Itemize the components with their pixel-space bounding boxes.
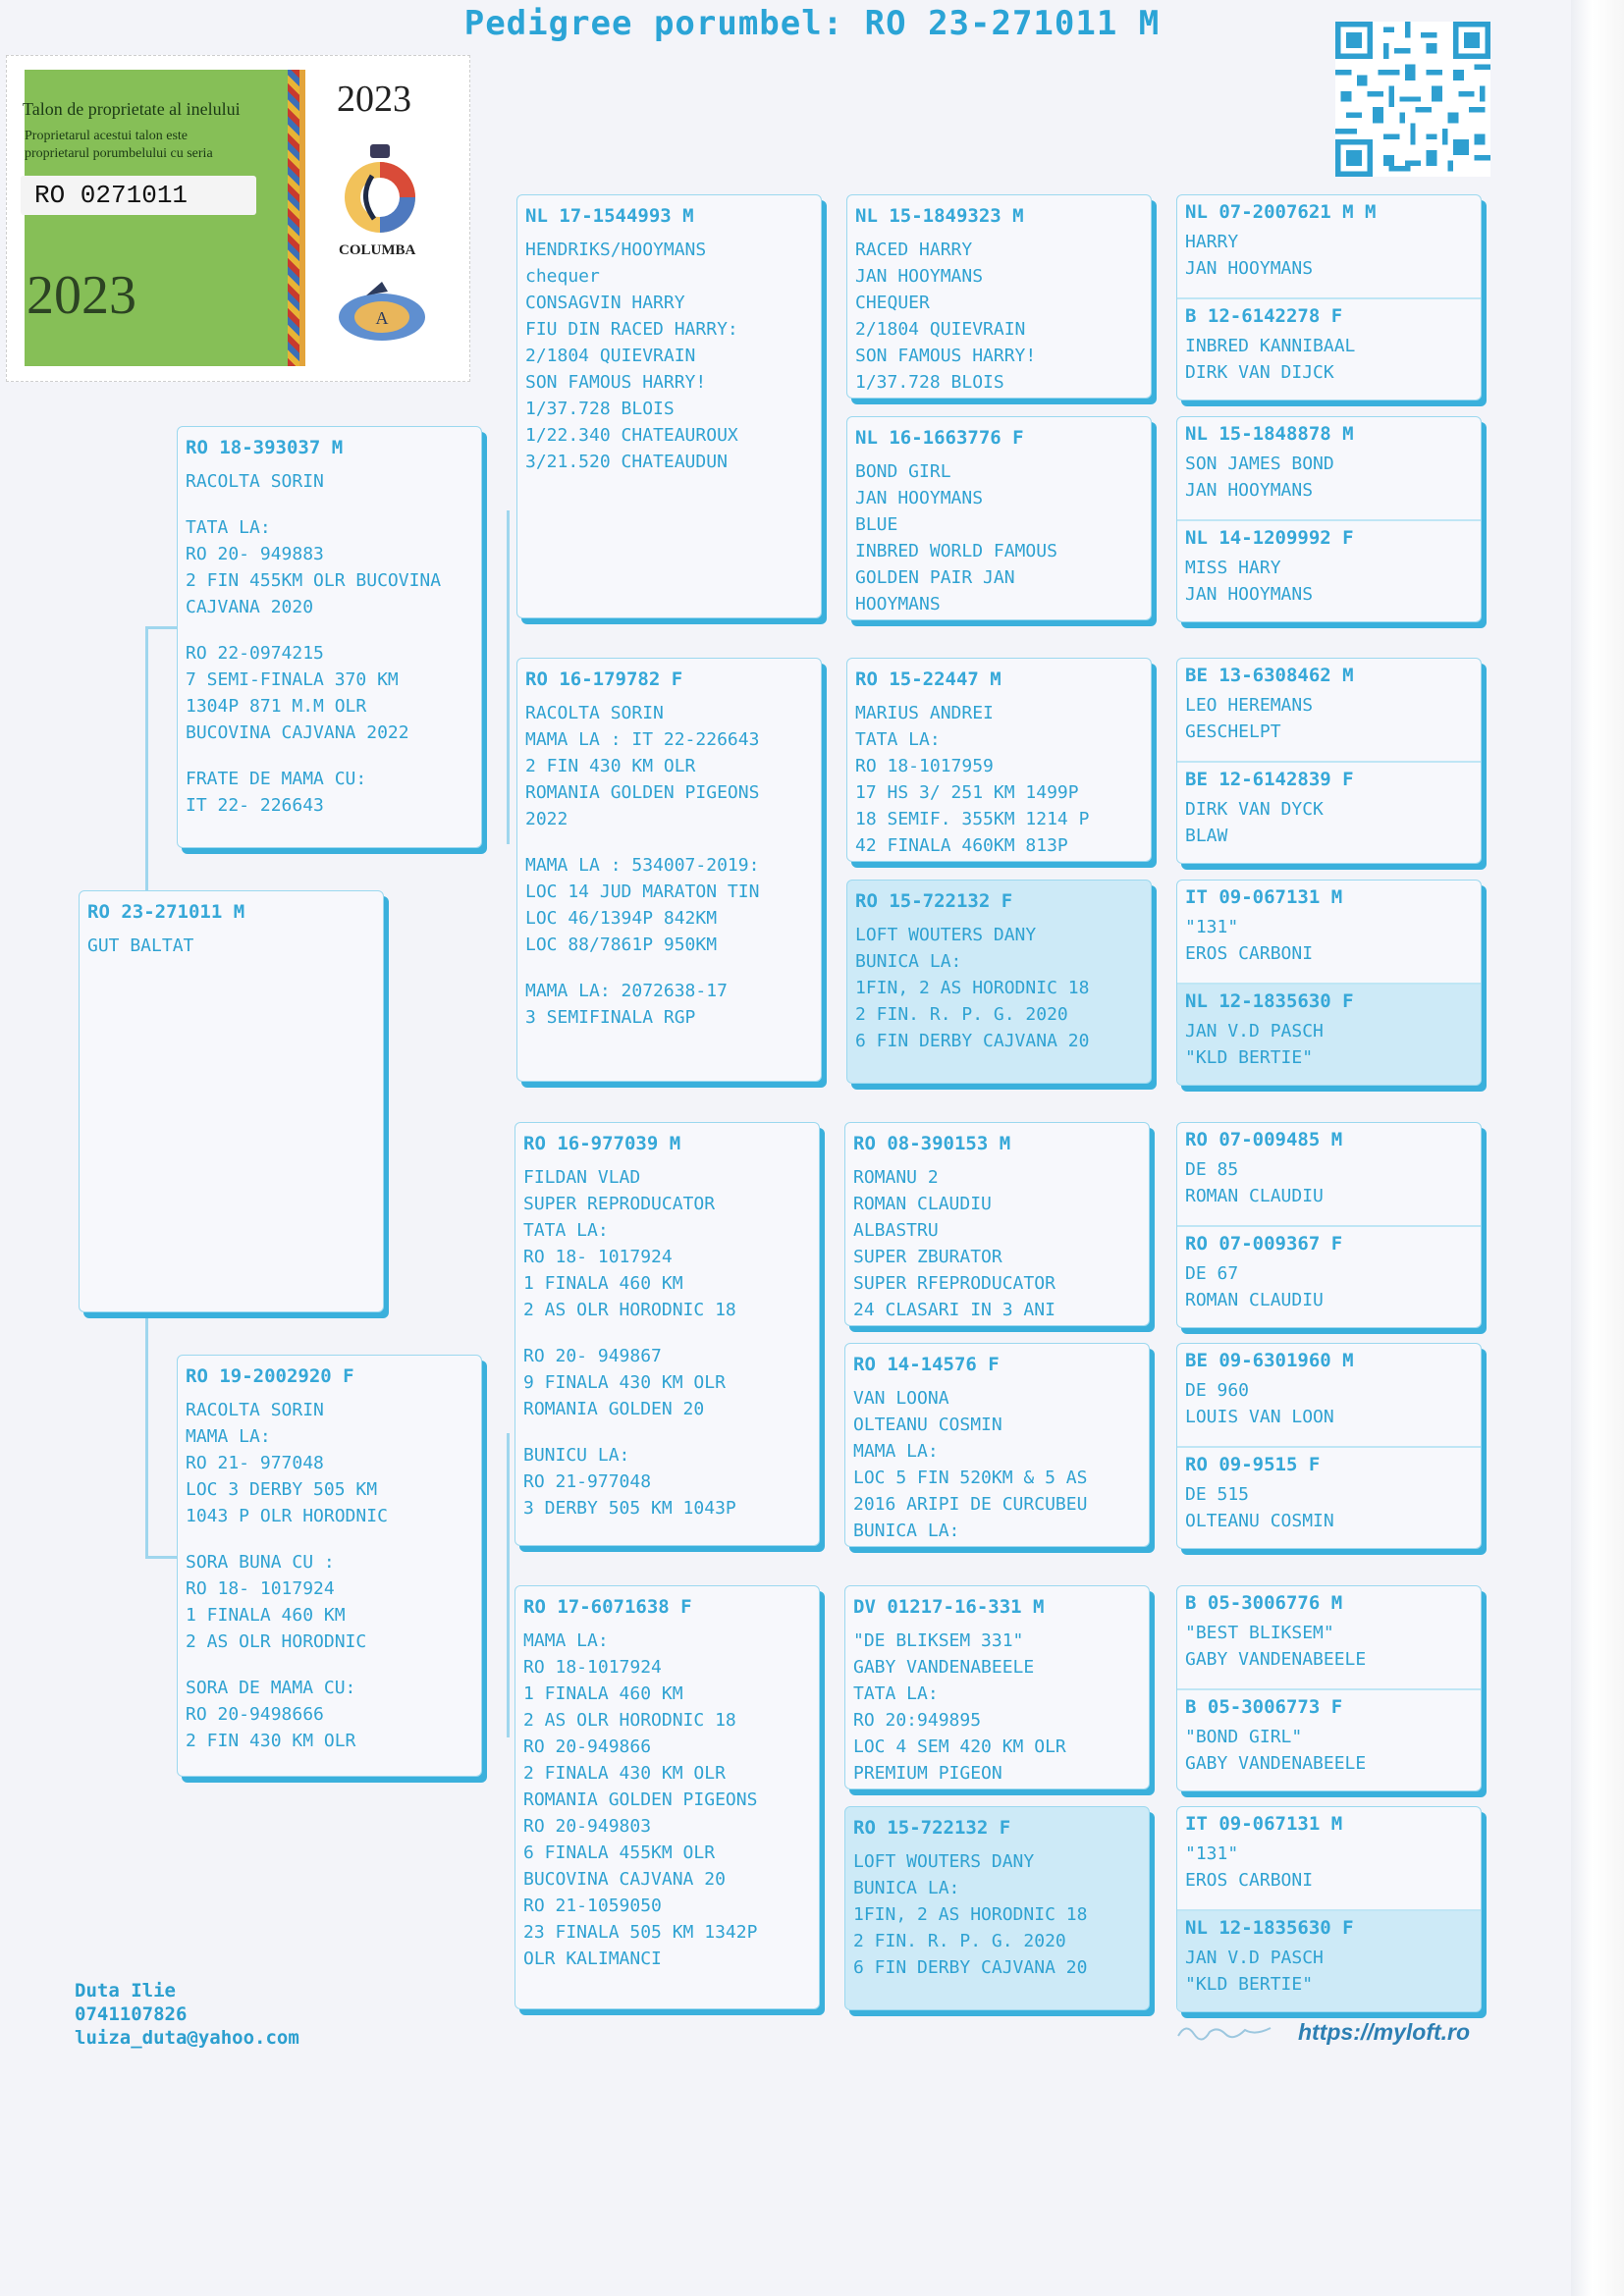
gen3-card-4 <box>846 880 1152 1084</box>
gen4-lines-2 <box>1185 333 1473 386</box>
gen4-ring-3: NL 15-1848878 M <box>1185 423 1354 445</box>
pedigree-line: JAN HOOYMANS <box>855 488 984 508</box>
connector-dam-h <box>145 1556 179 1559</box>
columba-logo-icon <box>331 136 429 242</box>
federation-emblem-icon <box>337 282 427 343</box>
gen4-pair-4 <box>1176 880 1482 1086</box>
pedigree-line: RO 20:949895 <box>853 1710 982 1731</box>
dam-card <box>177 1355 482 1777</box>
pedigree-line: 2 AS OLR HORODNIC <box>186 1631 367 1652</box>
pedigree-line: DE 515 <box>1185 1484 1250 1505</box>
pedigree-line: EROS CARBONI <box>1185 943 1314 964</box>
pedigree-line: TATA LA: <box>853 1683 939 1704</box>
page-edge <box>1571 0 1624 2296</box>
gen4-lines-14 <box>1185 1724 1473 1777</box>
pedigree-line: CHEQUER <box>855 293 930 313</box>
pedigree-line: 3/21.520 CHATEAUDUN <box>525 452 728 472</box>
pedigree-line: RO 20-949866 <box>523 1736 652 1757</box>
pedigree-line: ROMAN CLAUDIU <box>1185 1290 1324 1310</box>
gen4-cell-15 <box>1177 1807 1481 1909</box>
gen4-cell-6 <box>1177 761 1481 863</box>
pedigree-line: FRATE DE MAMA CU: <box>186 769 367 789</box>
connector-sire-h <box>145 626 179 629</box>
stamp-heading: Talon de proprietate al inelului <box>23 99 241 119</box>
signature-icon <box>1176 2020 1274 2042</box>
pedigree-line: MAMA LA : IT 22-226643 <box>525 729 760 750</box>
pedigree-line: JAN HOOYMANS <box>1185 258 1314 279</box>
gen4-pair-7 <box>1176 1585 1482 1791</box>
stamp-year-large: 2023 <box>27 265 136 326</box>
pedigree-line: RO 20-9498666 <box>186 1704 324 1725</box>
pedigree-line: 1FIN, 2 AS HORODNIC 18 <box>855 978 1090 998</box>
gen3-lines-4 <box>855 922 1143 1054</box>
pedigree-line: "131" <box>1185 917 1239 937</box>
pedigree-line: 1/37.728 BLOIS <box>855 372 1004 393</box>
connector-dam <box>145 1315 148 1559</box>
pedigree-line: BUNICU LA: <box>523 1445 630 1466</box>
pedigree-line: 23 FINALA 505 KM 1342P <box>523 1922 758 1943</box>
pedigree-line: 2016 ARIPI DE CURCUBEU <box>853 1494 1088 1515</box>
pedigree-line <box>186 1655 473 1675</box>
pedigree-line: RO 18- 1017924 <box>186 1578 335 1599</box>
gen4-cell-11 <box>1177 1344 1481 1446</box>
pedigree-line: 1043 P OLR HORODNIC <box>186 1506 388 1526</box>
breeder-contact <box>75 1979 299 2050</box>
sire-ring: RO 18-393037 M <box>186 437 344 458</box>
gen4-pair-3 <box>1176 658 1482 864</box>
pedigree-line: "131" <box>1185 1843 1239 1864</box>
pedigree-line: RO 21-977048 <box>523 1471 652 1492</box>
pedigree-line: RACOLTA SORIN <box>525 703 664 723</box>
pedigree-line: LOC 4 SEM 420 KM OLR <box>853 1736 1066 1757</box>
pedigree-line: MISS HARY <box>1185 558 1281 578</box>
pedigree-line: GABY VANDENABEELE <box>1185 1649 1367 1670</box>
gen3-ring-5: RO 08-390153 M <box>853 1133 1011 1154</box>
svg-text:A: A <box>375 308 389 328</box>
pedigree-line: LOC 5 FIN 520KM & 5 AS <box>853 1468 1088 1488</box>
breeder-phone: 0741107826 <box>75 2003 188 2025</box>
pedigree-line: 24 CLASARI IN 3 ANI <box>853 1300 1056 1320</box>
gen4-cell-1 <box>1177 195 1481 297</box>
pedigree-line: LOUIS VAN LOON <box>1185 1407 1334 1427</box>
gen4-lines-1 <box>1185 229 1473 282</box>
gen2-lines-3 <box>523 1164 811 1522</box>
gen4-cell-12 <box>1177 1446 1481 1548</box>
gen4-cell-8 <box>1177 983 1481 1085</box>
sire-lines <box>186 468 473 819</box>
pedigree-line: INBRED KANNIBAAL <box>1185 336 1356 356</box>
pedigree-line: IT 22- 226643 <box>186 795 324 816</box>
pedigree-line <box>525 958 813 978</box>
gen4-pair-2 <box>1176 416 1482 622</box>
pedigree-line: TATA LA: <box>186 517 271 538</box>
gen4-ring-6: BE 12-6142839 F <box>1185 769 1354 790</box>
gen2-card-1 <box>516 194 822 618</box>
gen2-ring-1: NL 17-1544993 M <box>525 205 694 227</box>
pedigree-line: ALBASTRU <box>853 1220 939 1241</box>
gen2-ring-4: RO 17-6071638 F <box>523 1596 692 1618</box>
pedigree-line: 1 FINALA 460 KM <box>523 1273 683 1294</box>
pedigree-line: OLR KALIMANCI <box>523 1949 662 1969</box>
gen3-card-5 <box>844 1122 1150 1326</box>
pedigree-line <box>523 1422 811 1442</box>
pedigree-line: "DE BLIKSEM 331" <box>853 1630 1024 1651</box>
gen4-cell-3 <box>1177 417 1481 519</box>
breeder-email[interactable]: luiza_duta@yahoo.com <box>75 2027 299 2049</box>
gen4-lines-9 <box>1185 1156 1473 1209</box>
gen4-lines-5 <box>1185 692 1473 745</box>
gen4-ring-13: B 05-3006776 M <box>1185 1592 1343 1614</box>
gen2-card-3 <box>514 1122 820 1546</box>
pedigree-line: BUNICA LA: <box>853 1521 960 1541</box>
pedigree-line: SON JAMES BOND <box>1185 454 1334 474</box>
dam-ring: RO 19-2002920 F <box>186 1365 354 1387</box>
pedigree-line: 2 FIN 430 KM OLR <box>525 756 696 776</box>
gen2-lines-2 <box>525 700 813 1031</box>
gen4-lines-15 <box>1185 1841 1473 1894</box>
pedigree-line: ROMANIA GOLDEN 20 <box>523 1399 705 1419</box>
pedigree-line: MAMA LA: <box>853 1441 939 1462</box>
pedigree-line: BUNICA LA: <box>853 1878 960 1898</box>
ownership-stamp <box>6 55 470 382</box>
pedigree-line: HENDRIKS/HOOYMANS <box>525 240 707 260</box>
gen3-lines-6 <box>853 1385 1141 1544</box>
pedigree-line: CONSAGVIN HARRY <box>525 293 685 313</box>
pedigree-line: SON FAMOUS HARRY! <box>525 372 707 393</box>
gen3-ring-8: RO 15-722132 F <box>853 1817 1011 1839</box>
pedigree-line: ROMAN CLAUDIU <box>1185 1186 1324 1206</box>
pedigree-line: 2 AS OLR HORODNIC 18 <box>523 1710 736 1731</box>
pedigree-line: PREMIUM PIGEON <box>853 1763 1002 1784</box>
pedigree-line: MAMA LA: <box>186 1426 271 1447</box>
stamp-line-2: proprietarul porumbelului cu seria <box>25 146 213 161</box>
gen4-lines-12 <box>1185 1481 1473 1534</box>
gen4-lines-8 <box>1185 1018 1473 1071</box>
gen4-cell-14 <box>1177 1688 1481 1790</box>
pedigree-line: RO 20- 949867 <box>523 1346 662 1366</box>
pedigree-line: GUT BALTAT <box>87 935 194 956</box>
pedigree-line <box>523 1323 811 1343</box>
gen4-cell-13 <box>1177 1586 1481 1688</box>
pedigree-line: RACOLTA SORIN <box>186 471 324 492</box>
gen4-ring-2: B 12-6142278 F <box>1185 305 1343 327</box>
pedigree-line: 2 FIN 455KM OLR BUCOVINA <box>186 570 442 591</box>
gen3-lines-7 <box>853 1628 1141 1787</box>
pedigree-line: EROS CARBONI <box>1185 1870 1314 1891</box>
gen4-pair-5 <box>1176 1122 1482 1328</box>
pedigree-line: 1/37.728 BLOIS <box>525 399 675 419</box>
gen3-lines-5 <box>853 1164 1141 1323</box>
pedigree-line: ROMANU 2 <box>853 1167 939 1188</box>
stamp-brand: COLUMBA <box>339 242 416 258</box>
pedigree-line: TATA LA: <box>523 1220 609 1241</box>
gen2-ring-2: RO 16-179782 F <box>525 668 683 690</box>
pedigree-line: VAN LOONA <box>853 1388 949 1409</box>
gen4-ring-10: RO 07-009367 F <box>1185 1233 1343 1255</box>
pedigree-line: MAMA LA : 534007-2019: <box>525 855 760 876</box>
pedigree-line: 17 HS 3/ 251 KM 1499P <box>855 782 1079 803</box>
pedigree-line: BLUE <box>855 514 898 535</box>
gen3-ring-4: RO 15-722132 F <box>855 890 1013 912</box>
gen3-ring-2: NL 16-1663776 F <box>855 427 1024 449</box>
pedigree-line: RACOLTA SORIN <box>186 1400 324 1420</box>
connector-gen2-top <box>507 510 510 844</box>
pedigree-line <box>186 746 473 766</box>
gen4-lines-4 <box>1185 555 1473 608</box>
pedigree-line: 2 FINALA 430 KM OLR <box>523 1763 726 1784</box>
gen3-card-1 <box>846 194 1152 399</box>
gen2-lines-1 <box>525 237 813 475</box>
pedigree-line: "KLD BERTIE" <box>1185 1047 1314 1068</box>
gen3-ring-6: RO 14-14576 F <box>853 1354 1000 1375</box>
pedigree-line: 6 FIN DERBY CAJVANA 20 <box>853 1957 1088 1978</box>
gen3-card-8 <box>844 1806 1150 2010</box>
gen4-lines-13 <box>1185 1620 1473 1673</box>
pedigree-line: JAN HOOYMANS <box>1185 480 1314 501</box>
pedigree-line: GESCHELPT <box>1185 721 1281 742</box>
pedigree-line: GOLDEN PAIR JAN <box>855 567 1015 588</box>
gen4-lines-6 <box>1185 796 1473 849</box>
gen4-ring-8: NL 12-1835630 F <box>1185 990 1354 1012</box>
gen4-lines-11 <box>1185 1377 1473 1430</box>
pedigree-line: 2 FIN 430 KM OLR <box>186 1731 356 1751</box>
pedigree-line: LOC 88/7861P 950KM <box>525 934 718 955</box>
gen4-ring-11: BE 09-6301960 M <box>1185 1350 1354 1371</box>
pedigree-line: 2 FIN. R. P. G. 2020 <box>853 1931 1066 1951</box>
pedigree-line: TATA LA: <box>855 729 941 750</box>
pedigree-line: 2/1804 QUIEVRAIN <box>525 346 696 366</box>
pedigree-line: RO 22-0974215 <box>186 643 324 664</box>
pedigree-line: JAN V.D PASCH <box>1185 1948 1324 1968</box>
page-title: Pedigree porumbel: RO 23-271011 M <box>463 4 1161 43</box>
gen4-cell-4 <box>1177 519 1481 621</box>
pedigree-line: FIU DIN RACED HARRY: <box>525 319 738 340</box>
pedigree-line: RACED HARRY <box>855 240 973 260</box>
pedigree-line: MAMA LA: 2072638-17 <box>525 981 728 1001</box>
myloft-link[interactable]: https://myloft.ro <box>1298 2019 1471 2045</box>
gen4-lines-16 <box>1185 1945 1473 1998</box>
pedigree-line: 2 FIN. R. P. G. 2020 <box>855 1004 1068 1025</box>
pedigree-line: GABY VANDENABEELE <box>853 1657 1035 1678</box>
subject-pigeon-card <box>79 890 384 1312</box>
pedigree-line: DE 67 <box>1185 1263 1239 1284</box>
pedigree-line: MAMA LA: <box>523 1630 609 1651</box>
stamp-ring-number: RO 0271011 <box>21 176 256 215</box>
pedigree-line: JAN HOOYMANS <box>1185 584 1314 605</box>
pedigree-line: 1/22.340 CHATEAUROUX <box>525 425 738 446</box>
pedigree-line: LOC 14 JUD MARATON TIN <box>525 881 760 902</box>
gen4-cell-16 <box>1177 1909 1481 2011</box>
pedigree-line: CAJVANA 2020 <box>186 597 314 617</box>
stamp-line-1: Proprietarul acestui talon este <box>25 129 188 143</box>
connector-sire <box>145 626 148 895</box>
connector-gen2-bottom <box>507 1433 510 1737</box>
pedigree-line: RO 18- 1017924 <box>523 1247 673 1267</box>
breeder-name: Duta Ilie <box>75 1980 176 2002</box>
pedigree-line: JAN HOOYMANS <box>855 266 984 287</box>
pedigree-line: "BOND GIRL" <box>1185 1727 1303 1747</box>
gen3-card-2 <box>846 416 1152 620</box>
gen2-card-2 <box>516 658 822 1082</box>
pedigree-line: RO 18-1017959 <box>855 756 994 776</box>
pedigree-line: 6 FIN DERBY CAJVANA 20 <box>855 1031 1090 1051</box>
gen3-card-6 <box>844 1343 1150 1547</box>
gen4-lines-10 <box>1185 1260 1473 1313</box>
pedigree-line: MARIUS ANDREI <box>855 703 994 723</box>
pedigree-line: RO 18-1017924 <box>523 1657 662 1678</box>
gen4-ring-9: RO 07-009485 M <box>1185 1129 1343 1150</box>
pedigree-line: RO 20-949803 <box>523 1816 652 1837</box>
gen4-lines-7 <box>1185 914 1473 967</box>
pedigree-line: INBRED WORLD FAMOUS <box>855 541 1057 561</box>
pedigree-line: LOC 46/1394P 842KM <box>525 908 718 929</box>
pedigree-line: 1304P 871 M.M OLR <box>186 696 367 717</box>
gen4-ring-15: IT 09-067131 M <box>1185 1813 1343 1835</box>
pedigree-line: 1 FINALA 460 KM <box>186 1605 346 1626</box>
gen4-pair-1 <box>1176 194 1482 400</box>
pedigree-line: DIRK VAN DIJCK <box>1185 362 1334 383</box>
gen4-ring-7: IT 09-067131 M <box>1185 886 1343 908</box>
gen4-ring-5: BE 13-6308462 M <box>1185 665 1354 686</box>
gen2-card-4 <box>514 1585 820 2009</box>
pedigree-line: SUPER RFEPRODUCATOR <box>853 1273 1056 1294</box>
gen3-card-7 <box>844 1585 1150 1789</box>
pedigree-line: SORA DE MAMA CU: <box>186 1678 356 1698</box>
gen4-ring-1: NL 07-2007621 M M <box>1185 201 1377 223</box>
gen3-ring-3: RO 15-22447 M <box>855 668 1001 690</box>
pedigree-line: LEO HEREMANS <box>1185 695 1314 716</box>
pedigree-line <box>186 495 473 514</box>
gen4-cell-5 <box>1177 659 1481 761</box>
gen3-card-3 <box>846 658 1152 862</box>
pedigree-line <box>186 1529 473 1549</box>
pedigree-line: LOC 3 DERBY 505 KM <box>186 1479 378 1500</box>
pedigree-line: 3 DERBY 505 KM 1043P <box>523 1498 736 1519</box>
gen4-ring-4: NL 14-1209992 F <box>1185 527 1354 549</box>
pedigree-line: 1 FINALA 460 KM <box>523 1683 683 1704</box>
stamp-ribbon <box>288 70 299 366</box>
pedigree-line: GABY VANDENABEELE <box>1185 1753 1367 1774</box>
stamp-year-top: 2023 <box>337 79 411 120</box>
pedigree-line: 9 FINALA 430 KM OLR <box>523 1372 726 1393</box>
pedigree-line: RO 21-1059050 <box>523 1896 662 1916</box>
pedigree-line: BUCOVINA CAJVANA 2022 <box>186 722 409 743</box>
pedigree-line: DE 85 <box>1185 1159 1239 1180</box>
gen4-cell-7 <box>1177 881 1481 983</box>
pedigree-line: DIRK VAN DYCK <box>1185 799 1324 820</box>
pedigree-line: ROMANIA GOLDEN PIGEONS <box>525 782 760 803</box>
pedigree-line: 6 FINALA 455KM OLR <box>523 1842 716 1863</box>
pedigree-line: 2022 <box>525 809 568 829</box>
pedigree-line: "KLD BERTIE" <box>1185 1974 1314 1995</box>
gen3-lines-2 <box>855 458 1143 617</box>
gen4-pair-8 <box>1176 1806 1482 2012</box>
gen4-ring-14: B 05-3006773 F <box>1185 1696 1343 1718</box>
gen2-lines-4 <box>523 1628 811 1972</box>
pedigree-line: ROMANIA GOLDEN PIGEONS <box>523 1789 758 1810</box>
pedigree-line: FILDAN VLAD <box>523 1167 641 1188</box>
pedigree-line: BUCOVINA CAJVANA 20 <box>523 1869 726 1890</box>
pedigree-line: OLTEANU COSMIN <box>853 1415 1002 1435</box>
pedigree-line: HARRY <box>1185 232 1239 252</box>
gen2-ring-3: RO 16-977039 M <box>523 1133 681 1154</box>
gen3-lines-8 <box>853 1848 1141 1981</box>
pedigree-line: "BEST BLIKSEM" <box>1185 1623 1334 1643</box>
pedigree-line <box>525 832 813 852</box>
pedigree-line: 18 SEMIF. 355KM 1214 P <box>855 809 1090 829</box>
pedigree-line: DE 960 <box>1185 1380 1250 1401</box>
gen4-lines-3 <box>1185 451 1473 504</box>
gen4-cell-9 <box>1177 1123 1481 1225</box>
gen3-ring-7: DV 01217-16-331 M <box>853 1596 1045 1618</box>
pedigree-line: SUPER ZBURATOR <box>853 1247 1002 1267</box>
pedigree-line: BUNICA LA: <box>855 951 962 972</box>
pedigree-line: SON FAMOUS HARRY! <box>855 346 1037 366</box>
pedigree-line: 1FIN, 2 AS HORODNIC 18 <box>853 1904 1088 1925</box>
pedigree-line: OLTEANU COSMIN <box>1185 1511 1334 1531</box>
gen4-ring-12: RO 09-9515 F <box>1185 1454 1321 1475</box>
pedigree-line: 3 SEMIFINALA RGP <box>525 1007 696 1028</box>
pedigree-line: RO 21- 977048 <box>186 1453 324 1473</box>
gen4-cell-10 <box>1177 1225 1481 1327</box>
gen3-ring-1: NL 15-1849323 M <box>855 205 1024 227</box>
gen4-ring-16: NL 12-1835630 F <box>1185 1917 1354 1939</box>
pedigree-line: LOFT WOUTERS DANY <box>855 925 1037 945</box>
pedigree-line: RO 20- 949883 <box>186 544 324 564</box>
pedigree-line: chequer <box>525 266 600 287</box>
dam-lines <box>186 1397 473 1754</box>
pedigree-line: JAN V.D PASCH <box>1185 1021 1324 1041</box>
pedigree-line: 2 AS OLR HORODNIC 18 <box>523 1300 736 1320</box>
pedigree-line: LOFT WOUTERS DANY <box>853 1851 1035 1872</box>
pedigree-line: 7 SEMI-FINALA 370 KM <box>186 669 399 690</box>
sire-card <box>177 426 482 848</box>
pedigree-line: BLAW <box>1185 826 1228 846</box>
gen3-lines-3 <box>855 700 1143 859</box>
gen3-lines-1 <box>855 237 1143 396</box>
gen4-cell-2 <box>1177 297 1481 400</box>
subject-lines <box>87 933 375 959</box>
pedigree-line: SUPER REPRODUCATOR <box>523 1194 716 1214</box>
subject-ring: RO 23-271011 M <box>87 901 245 923</box>
pedigree-line: ROMAN CLAUDIU <box>853 1194 992 1214</box>
qr-code-icon <box>1335 22 1490 177</box>
gen4-pair-6 <box>1176 1343 1482 1549</box>
pedigree-line: 2/1804 QUIEVRAIN <box>855 319 1026 340</box>
pedigree-line: 42 FINALA 460KM 813P <box>855 835 1068 856</box>
pedigree-line <box>186 620 473 640</box>
pedigree-line: SORA BUNA CU : <box>186 1552 335 1573</box>
pedigree-line: HOOYMANS <box>855 594 941 614</box>
pedigree-line: BOND GIRL <box>855 461 951 482</box>
